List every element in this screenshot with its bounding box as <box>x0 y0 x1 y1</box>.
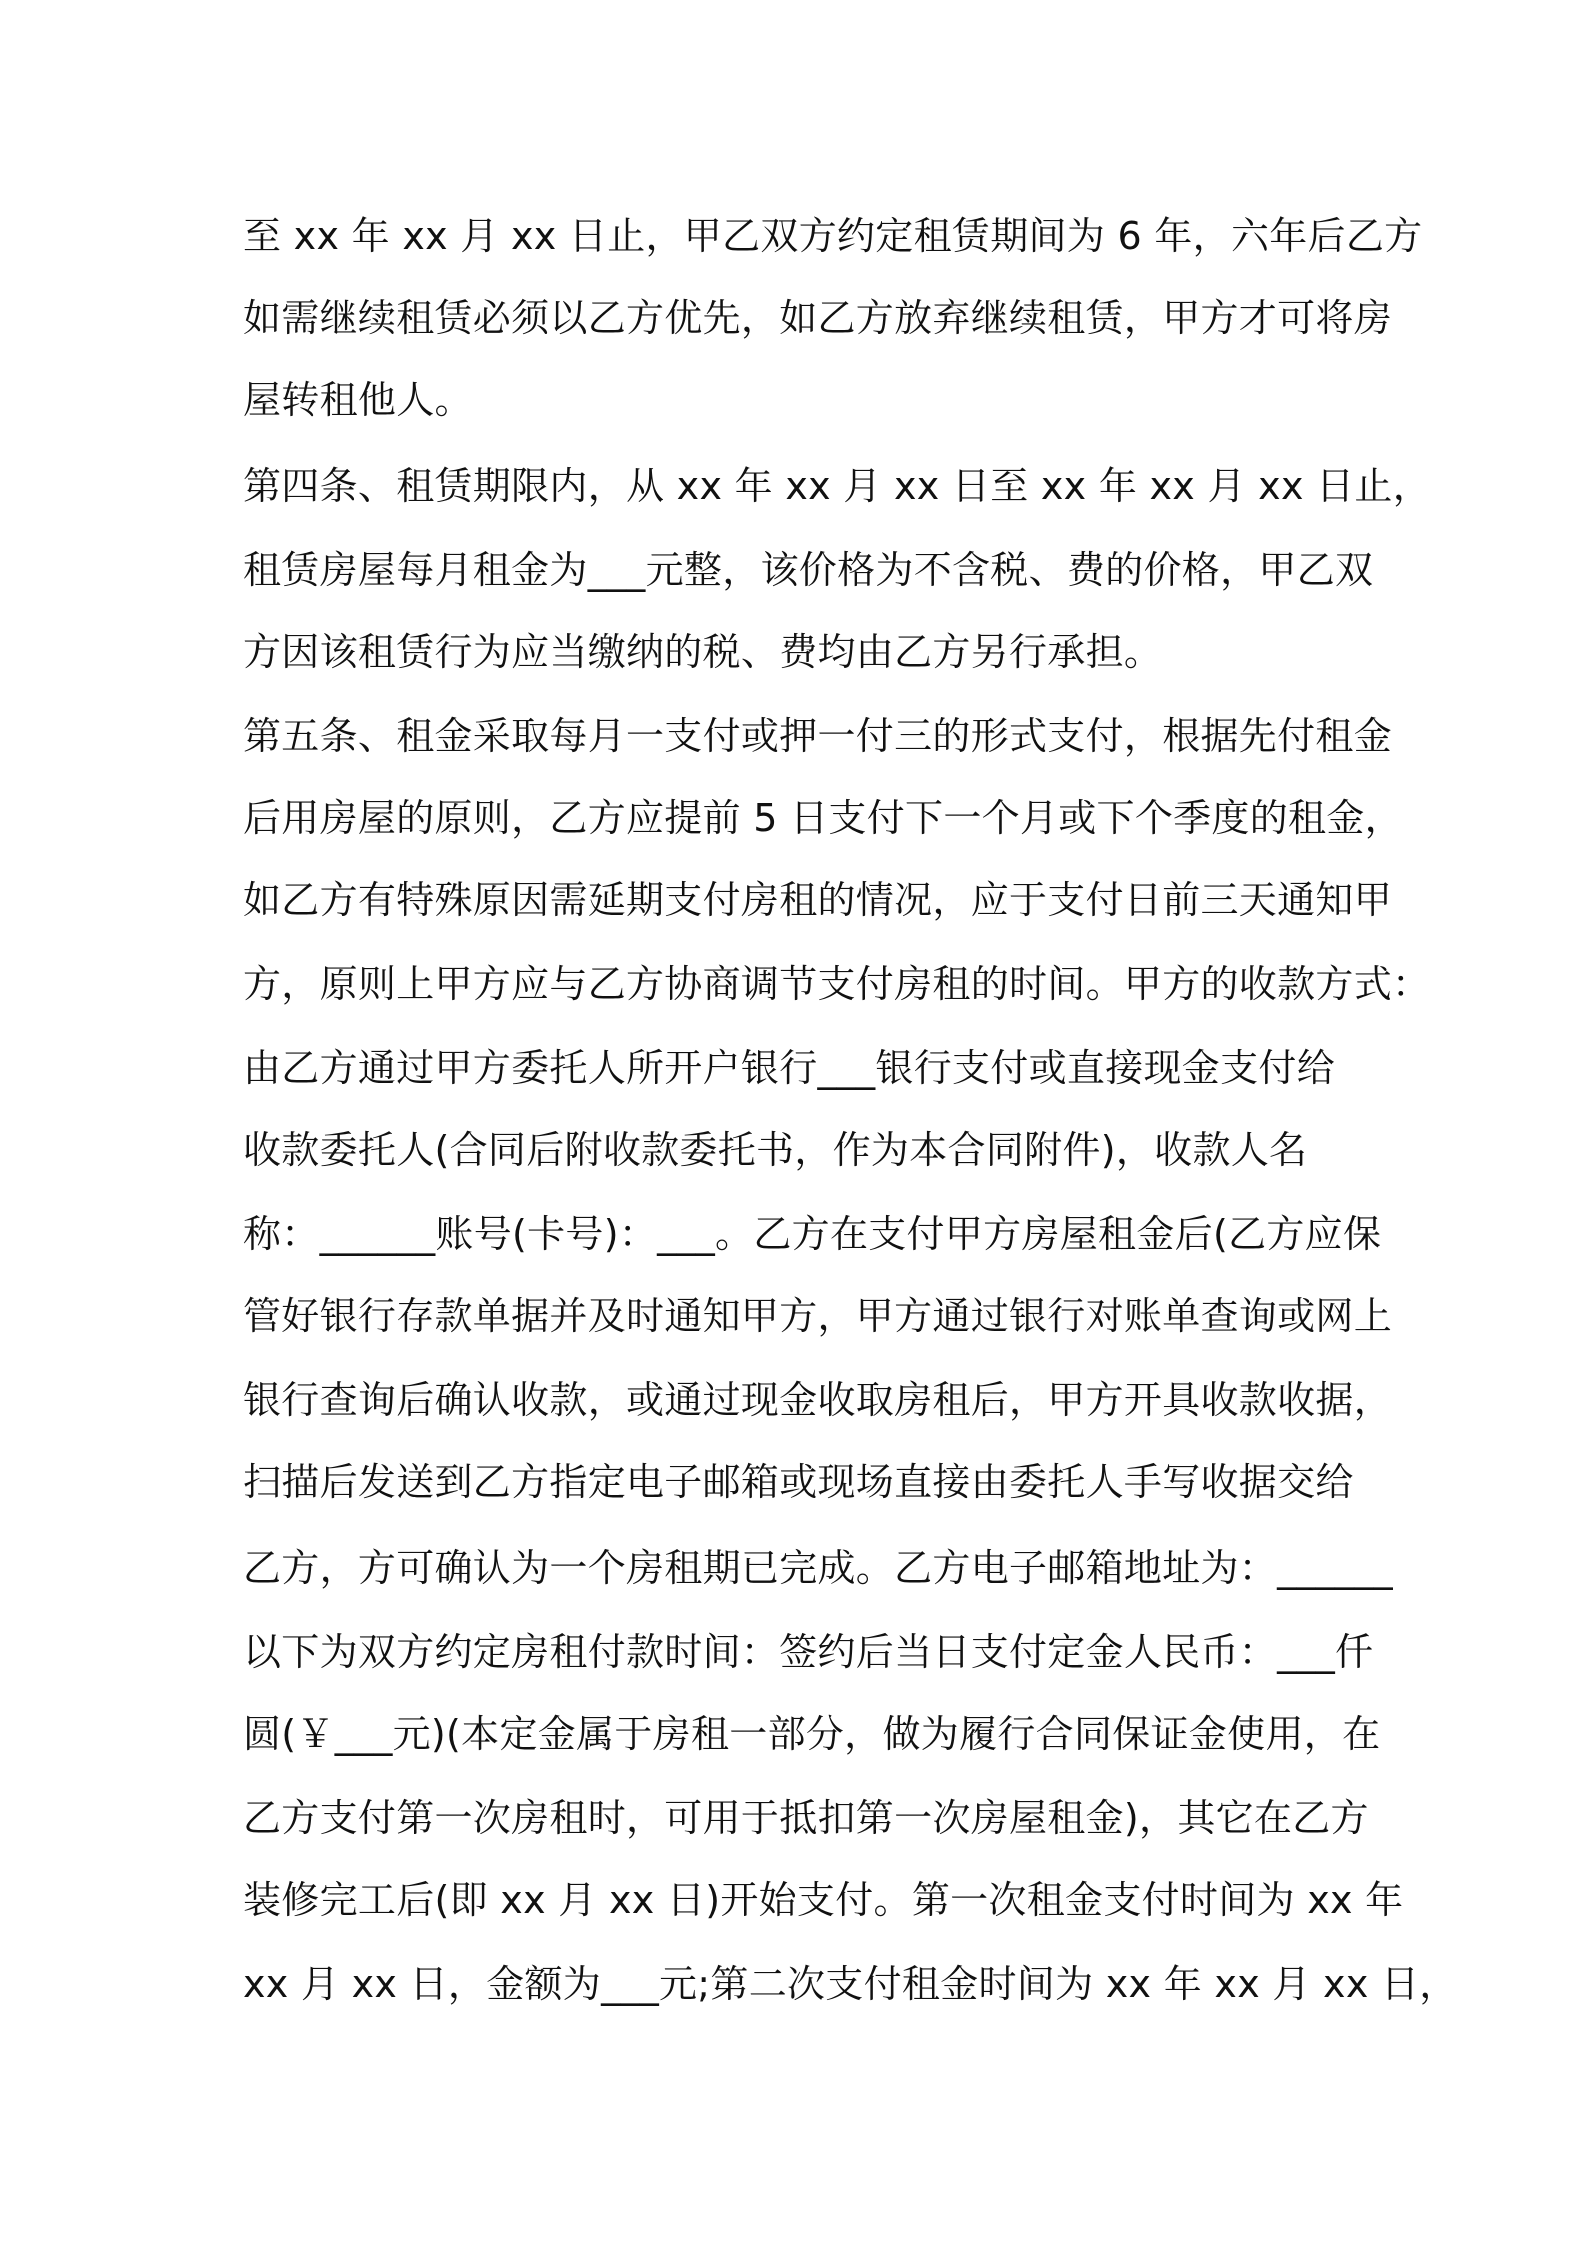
text-line: 管好银行存款单据并及时通知甲方，甲方通过银行对账单查询或网上 <box>243 1294 1393 1338</box>
text-line: 后用房屋的原则，乙方应提前 5 日支付下一个月或下个季度的租金， <box>243 796 1403 840</box>
text-line: 如需继续租赁必须以乙方优先，如乙方放弃继续租赁，甲方才可将房 <box>243 296 1393 340</box>
text-line: 租赁房屋每月租金为___元整，该价格为不含税、费的价格，甲乙双 <box>243 548 1374 592</box>
text-line: 收款委托人(合同后附收款委托书，作为本合同附件)，收款人名 <box>243 1128 1308 1172</box>
text-line: xx 月 xx 日，金额为___元;第二次支付租金时间为 xx 年 xx 月 xx 日， <box>243 1962 1458 2006</box>
text-line: 屋转租他人。 <box>243 378 473 422</box>
text-line: 扫描后发送到乙方指定电子邮箱或现场直接由委托人手写收据交给 <box>243 1460 1354 1504</box>
text-line: 第四条、租赁期限内，从 xx 年 xx 月 xx 日至 xx 年 xx 月 xx 日止， <box>243 464 1432 508</box>
text-line: 乙方，方可确认为一个房租期已完成。乙方电子邮箱地址为：______ <box>243 1546 1393 1590</box>
text-line: 如乙方有特殊原因需延期支付房租的情况，应于支付日前三天通知甲 <box>243 878 1393 922</box>
text-line: 乙方支付第一次房租时，可用于抵扣第一次房屋租金)，其它在乙方 <box>243 1796 1369 1840</box>
text-line: 方因该租赁行为应当缴纳的税、费均由乙方另行承担。 <box>243 630 1163 674</box>
text-line: 称：______账号(卡号)：___。乙方在支付甲方房屋租金后(乙方应保 <box>243 1212 1382 1256</box>
text-line: 至 xx 年 xx 月 xx 日止，甲乙双方约定租赁期间为 6 年，六年后乙方 <box>243 214 1423 258</box>
text-line: 装修完工后(即 xx 月 xx 日)开始支付。第一次租金支付时间为 xx 年 <box>243 1878 1404 1922</box>
text-line: 第五条、租金采取每月一支付或押一付三的形式支付，根据先付租金 <box>243 714 1393 758</box>
text-line: 银行查询后确认收款，或通过现金收取房租后，甲方开具收款收据， <box>243 1378 1393 1422</box>
text-line: 方，原则上甲方应与乙方协商调节支付房租的时间。甲方的收款方式： <box>243 962 1431 1006</box>
text-line: 由乙方通过甲方委托人所开户银行___银行支付或直接现金支付给 <box>243 1046 1336 1090</box>
text-line: 圆(￥___元)(本定金属于房租一部分，做为履行合同保证金使用，在 <box>243 1712 1381 1756</box>
text-line: 以下为双方约定房租付款时间：签约后当日支付定金人民币：___仟 <box>243 1630 1374 1674</box>
